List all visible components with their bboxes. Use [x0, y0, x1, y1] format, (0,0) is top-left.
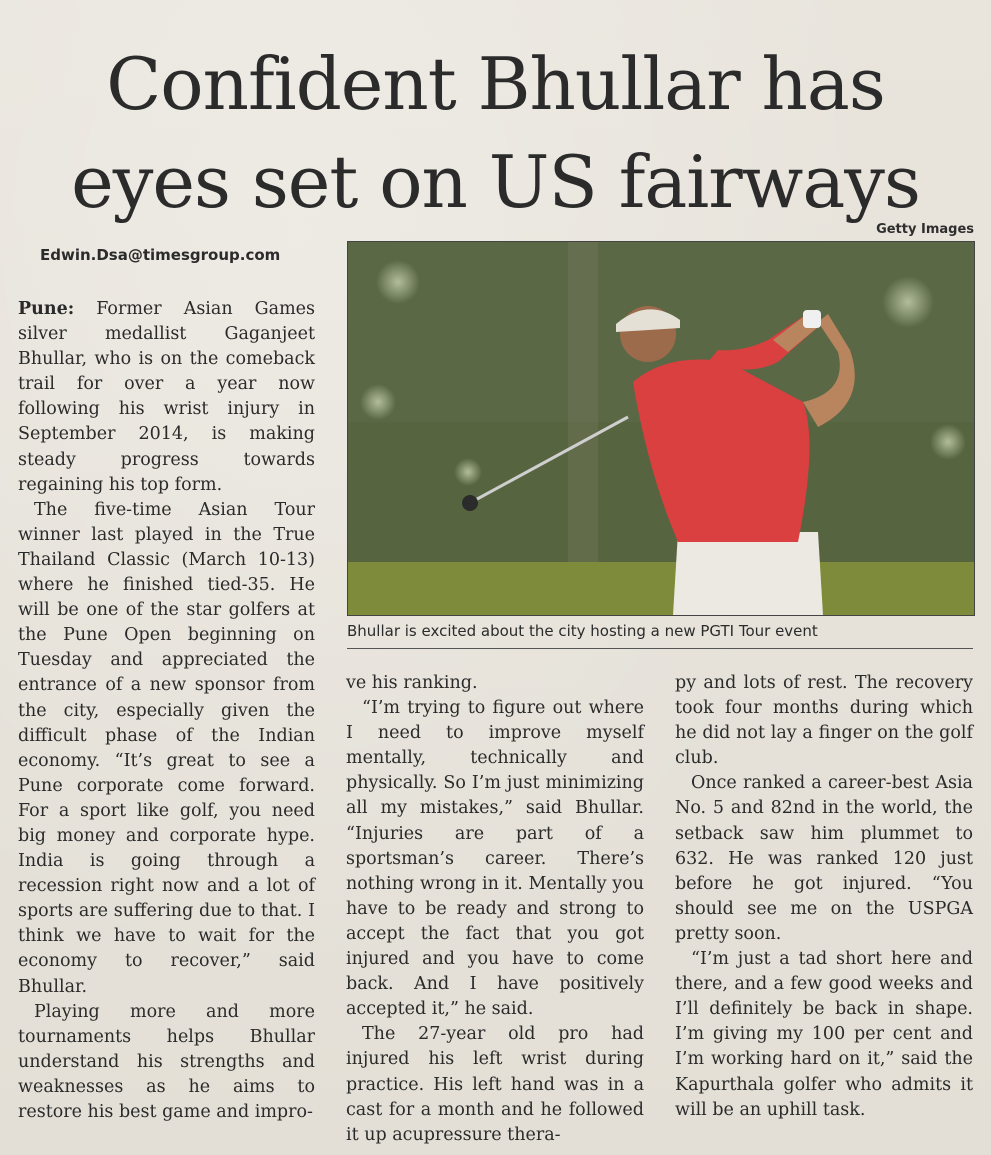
article-column-3 [675, 671, 973, 1123]
paragraph-text: Former Asian Games silver medallist Gaganjeet Bhullar, who is on the comeback trail for over a year now following his wrist injury in September 2014, is making steady progress towards regaining his top form. [18, 299, 315, 495]
photo-caption: Bhullar is excited about the city hosting a new PGTI Tour event [347, 622, 818, 640]
golfer-swing-illustration [348, 242, 974, 615]
paragraph: The 27-year old pro had injured his left wrist during practice. His left hand was in a cast for a month and he followed it up acupressure thera- [346, 1024, 644, 1145]
paragraph: Once ranked a career-best Asia No. 5 and 82nd in the world, the setback saw him plummet to 632. He was ranked 120 just before he got injured. “You should see me on the USPGA pretty soon. [675, 773, 973, 944]
paragraph: “I’m just a tad short here and there, and a few good weeks and I’ll definitely be back in shape. I’m giving my 100 per cent and I’m working hard on it,” said the Kapurthala golfer who admits it will be an uphill task. [675, 949, 973, 1120]
paragraph: Playing more and more tournaments helps Bhullar understand his strengths and weaknesses as he aims to restore his best game and impro- [18, 1001, 315, 1122]
paragraph: “I’m trying to figure out where I need to improve myself mentally, technically and physically. So I’m just minimizing all my mistakes,” said Bhullar. “Injuries are part of a sportsman’s career. There’s nothing wrong in it. Mentally you have to be ready and strong to accept the fact that you got injured and you have to come back. And I have positively accepted it,” he said. [346, 698, 644, 1020]
headline [20, 35, 971, 231]
article-column-2 [346, 671, 644, 1148]
caption-divider [347, 648, 973, 649]
headline-line-2: eyes set on US fairways [71, 140, 920, 225]
paragraph: The five-time Asian Tour winner last played in the True Thailand Classic (March 10-13) where he finished tied-35. He will be one of the star golfers at the Pune Open beginning on Tuesday and appreciated the entrance of a new sponsor from the city, especially given the difficult phase of the Indian economy. “It’s great to see a Pune corporate come forward. For a sport like golf, you need big money and corporate hype. India is going through a recession right now and a lot of sports are suffering due to that. I think we have to wait for the economy to recover,” said Bhullar. [18, 499, 315, 997]
paragraph: ve his ranking. [346, 673, 478, 693]
photo-credit: Getty Images [876, 222, 974, 237]
golfer-photo [347, 241, 975, 616]
paragraph [18, 297, 315, 498]
paragraph: py and lots of rest. The recovery took four months during which he did not lay a finger on the golf club. [675, 673, 973, 769]
byline: Edwin.Dsa@timesgroup.com [40, 246, 281, 264]
article-column-1 [18, 297, 315, 1125]
dateline: Pune: [18, 299, 75, 319]
headline-line-1: Confident Bhullar has [106, 42, 885, 127]
